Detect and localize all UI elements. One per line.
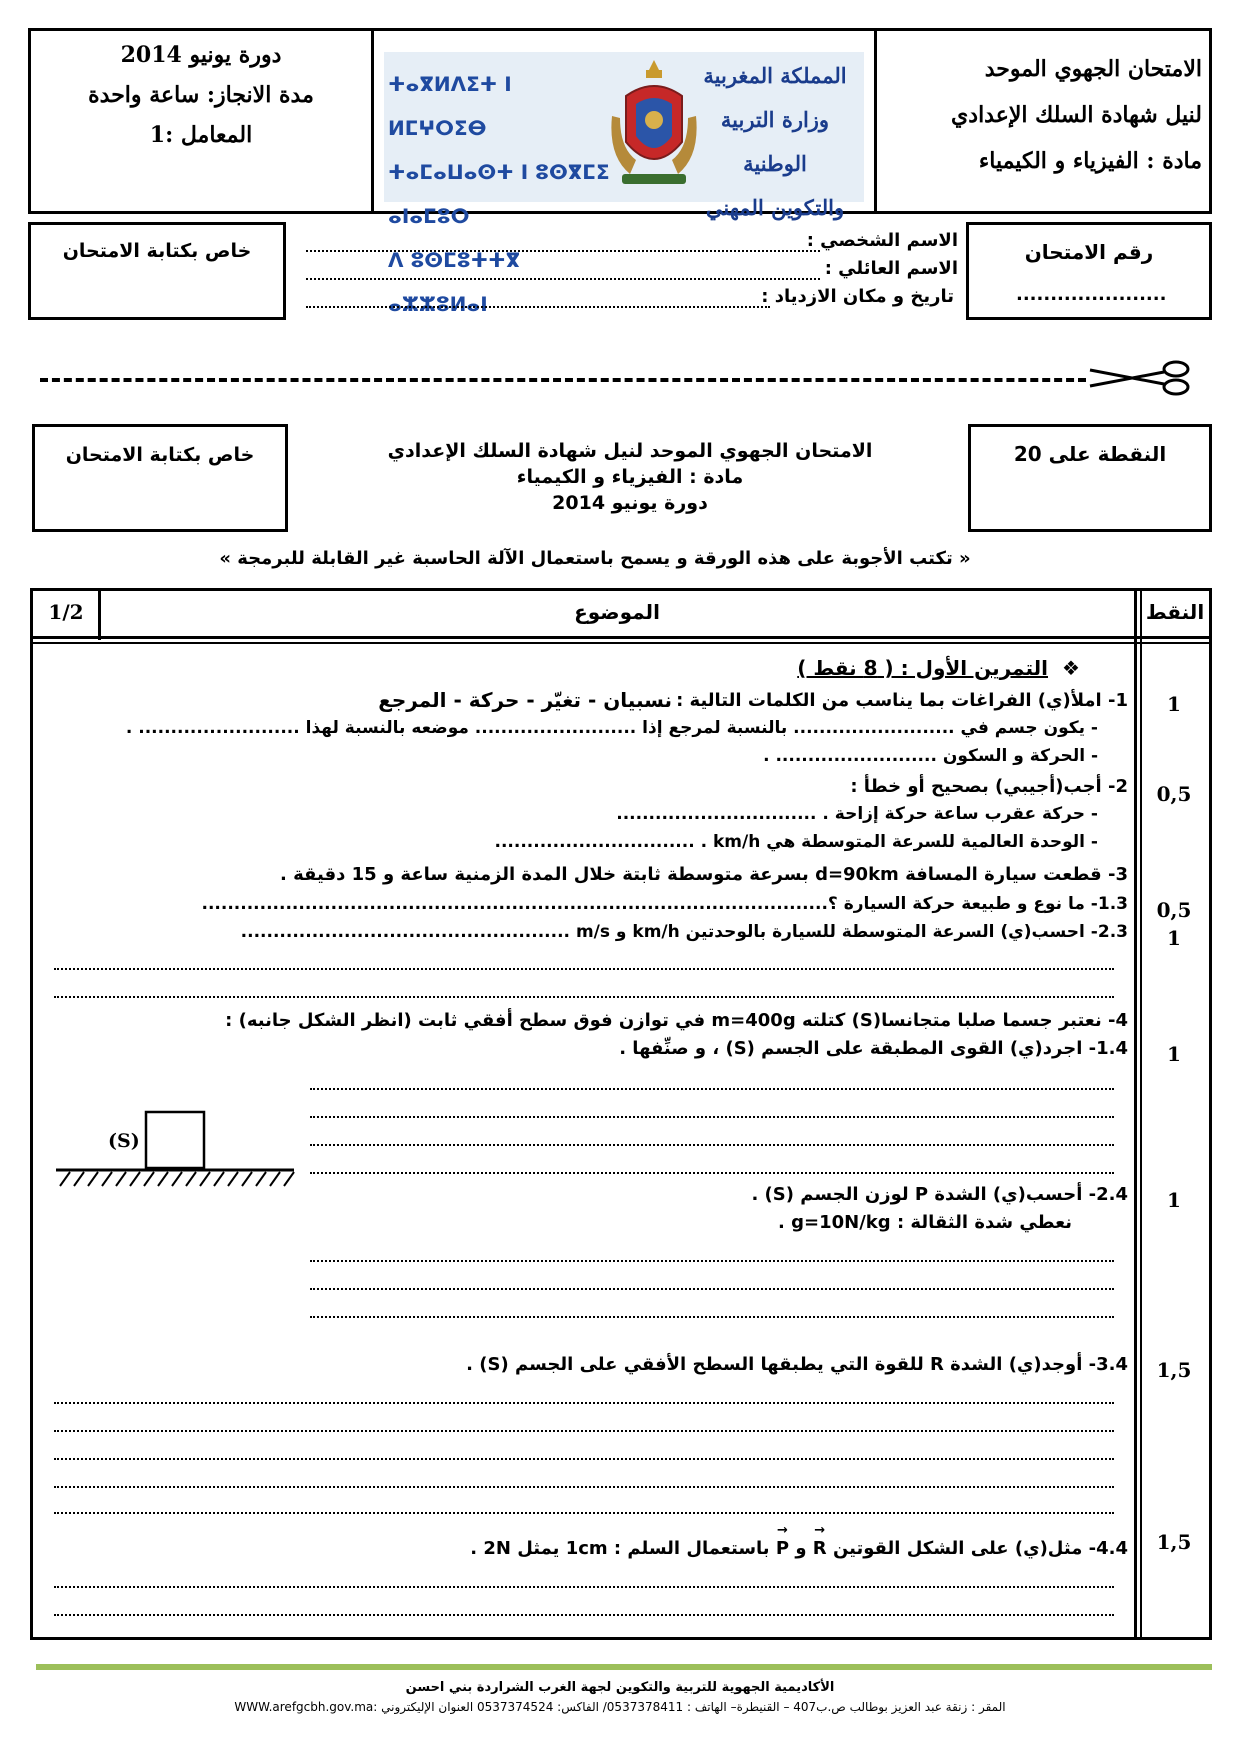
last-name-field[interactable]	[306, 278, 820, 280]
tifinagh-text: ⵜⴰⴳⵍⴷⵉⵜ ⵏ ⵍⵎⵖⵔⵉⴱ ⵜⴰⵎⴰⵡⴰⵙⵜ ⵏ ⵓⵙⴳⵎⵉ ⴰⵏⴰⵎⵓⵔ ⴷ ⵓⵙⵎⵓⵜⵜⴳ ⴰⵣⵣⵓⵍⴰⵏ	[388, 72, 610, 316]
q1-a-text: - يكون جسم في ......................... بالنسبة لمرجع إذا ......................... موضعه بالنسبة لهذا ......................... .	[125, 718, 1098, 738]
points-q3-1: 0,5	[1156, 898, 1192, 922]
block-figure	[50, 1110, 300, 1190]
header-left	[40, 42, 362, 148]
q3-2-text: 2.3- احسب(ي) السرعة المتوسطة للسيارة بالوحدتين km/h و m/s ...................................................	[240, 922, 1128, 942]
points-header: النقط	[1145, 600, 1205, 624]
first-name-label: الاسم الشخصي :	[806, 230, 958, 251]
birth-field[interactable]	[306, 306, 770, 308]
answer-line[interactable]	[310, 1288, 1114, 1290]
answer-line[interactable]	[310, 1260, 1114, 1262]
answer-line[interactable]	[54, 1486, 1114, 1488]
coefficient-text: المعامل :1	[149, 122, 253, 148]
q4-2-given: نعطي شدة الثقالة : g=10N/kg .	[778, 1212, 1072, 1233]
instruction-text: « تكتب الأجوبة على هذه الورقة و يسمح باستعمال الآلة الحاسبة غير القابلة للبرمجة »	[219, 548, 971, 569]
points-q2: 0,5	[1156, 782, 1192, 806]
exam-number-label: رقم الامتحان	[1024, 240, 1154, 264]
answer-line[interactable]	[54, 1586, 1114, 1588]
solid-block	[146, 1112, 204, 1168]
reserved-box-second	[32, 424, 288, 532]
subject-header: الموضوع	[574, 600, 660, 624]
answer-line[interactable]	[310, 1116, 1114, 1118]
answer-line[interactable]	[310, 1172, 1114, 1174]
answer-line[interactable]	[54, 1512, 1114, 1514]
answer-line[interactable]	[54, 1430, 1114, 1432]
figure-label: (S)	[108, 1130, 140, 1152]
q1-text: 1- املأ(ي) الفراغات بما يناسب من الكلمات التالية :	[676, 690, 1128, 711]
q4-text: 4- نعتبر جسما صلبا متجانسا(S) كتلته m=400g في توازن فوق سطح أفقي ثابت (انظر الشكل جانبه) :	[225, 1010, 1128, 1031]
points-q4-1: 1	[1167, 1042, 1181, 1066]
scissors-icon	[1084, 356, 1194, 400]
exercise-diamond-icon: ❖	[1062, 656, 1080, 680]
answer-line[interactable]	[54, 996, 1114, 998]
grade-label: النقطة على 20	[1013, 442, 1167, 466]
answer-line[interactable]	[54, 968, 1114, 970]
footer-address: المقر : زنقة عبد العزيز بوطالب ص.ب407 – القنيطرة– الهاتف : 0537378411/ الفاكس: 0537374524 العنوان الإليكتروني :WWW.arefgcbh.gov.ma	[234, 1700, 1006, 1714]
page-number: 1/2	[48, 600, 84, 624]
grade-box	[968, 424, 1212, 532]
q4-3-text: 3.4- أوجد(ي) الشدة R للقوة التي يطبقها السطح الأفقي على الجسم (S) .	[466, 1354, 1128, 1375]
answer-line[interactable]	[310, 1088, 1114, 1090]
answer-line[interactable]	[54, 1402, 1114, 1404]
q4-1-text: 1.4- اجرد(ي) القوى المطبقة على الجسم (S) ، و صنِّفها .	[619, 1038, 1128, 1059]
exercise-title: التمرين الأول : ( 8 نقط )	[797, 656, 1048, 680]
q2-b-text: - الوحدة العالمية للسرعة المتوسطة هي km/h . ...............................	[494, 832, 1098, 852]
answer-line[interactable]	[310, 1316, 1114, 1318]
duration-text: مدة الانجاز: ساعة واحدة	[88, 82, 314, 108]
cut-line	[40, 378, 1086, 382]
exam-title: الامتحان الجهوي الموحد	[984, 56, 1202, 82]
answer-line[interactable]	[54, 1458, 1114, 1460]
second-header-text: الامتحان الجهوي الموحد لنيل شهادة السلك الإعدادي مادة : الفيزياء و الكيمياء دورة يونيو 2014	[387, 440, 873, 514]
reserved-label-second: خاص بكتابة الامتحان	[65, 444, 255, 466]
last-name-label: الاسم العائلي :	[824, 258, 958, 279]
coat-of-arms-icon	[606, 56, 702, 196]
exam-number-field[interactable]: ......................	[1016, 284, 1167, 305]
footer-divider	[36, 1664, 1212, 1670]
vector-R-label: → R	[813, 1538, 827, 1559]
ministry-arabic-text: المملكة المغربية وزارة التربية الوطنية والتكوين المهني	[703, 63, 847, 220]
points-q4-2: 1	[1167, 1188, 1181, 1212]
session-text: دورة يونيو 2014	[120, 42, 282, 68]
answer-line[interactable]	[310, 1144, 1114, 1146]
exam-level: لنيل شهادة السلك الإعدادي	[951, 102, 1202, 128]
q3-text: 3- قطعت سيارة المسافة d=90km بسرعة متوسطة ثابتة خلال المدة الزمنية ساعة و 15 دقيقة .	[280, 864, 1128, 885]
reserved-label-top: خاص بكتابة الامتحان	[62, 240, 252, 262]
vector-P-label: → P	[776, 1538, 789, 1559]
exam-subject: مادة : الفيزياء و الكيمياء	[978, 148, 1202, 174]
q2-text: 2- أجب(أجيبي) بصحيح أو خطأ :	[850, 776, 1128, 797]
first-name-field[interactable]	[306, 250, 820, 252]
q3-1-text: 1.3- ما نوع و طبيعة حركة السيارة ؟.................................................................................................	[201, 894, 1128, 914]
exam-number-box	[966, 222, 1212, 320]
q4-2-text: 2.4- أحسب(ي) الشدة P لوزن الجسم (S) .	[751, 1184, 1128, 1205]
q1-words: نسبيان - تغيّر - حركة - المرجع	[378, 688, 672, 712]
q4-4-text: 4.4- مثل(ي) على الشكل القوتين → R و → P باستعمال السلم : 1cm يمثل 2N .	[470, 1538, 1128, 1559]
header-right	[884, 46, 1202, 184]
answer-line[interactable]	[54, 1614, 1114, 1616]
footer-academy: الأكاديمية الجهوية للتربية والتكوين لجهة الغرب الشراردة بني احسن	[405, 1680, 835, 1695]
q1-b-text: - الحركة و السكون ......................... .	[763, 746, 1098, 766]
reserved-box-top	[28, 222, 286, 320]
points-q3-2: 1	[1167, 926, 1181, 950]
points-q4-3: 1,5	[1156, 1358, 1192, 1382]
points-q1: 1	[1167, 692, 1181, 716]
birth-label: تاريخ و مكان الازدياد :	[761, 286, 954, 307]
points-q4-4: 1,5	[1156, 1530, 1192, 1554]
q2-a-text: - حركة عقرب ساعة حركة إزاحة . ...............................	[616, 804, 1098, 824]
